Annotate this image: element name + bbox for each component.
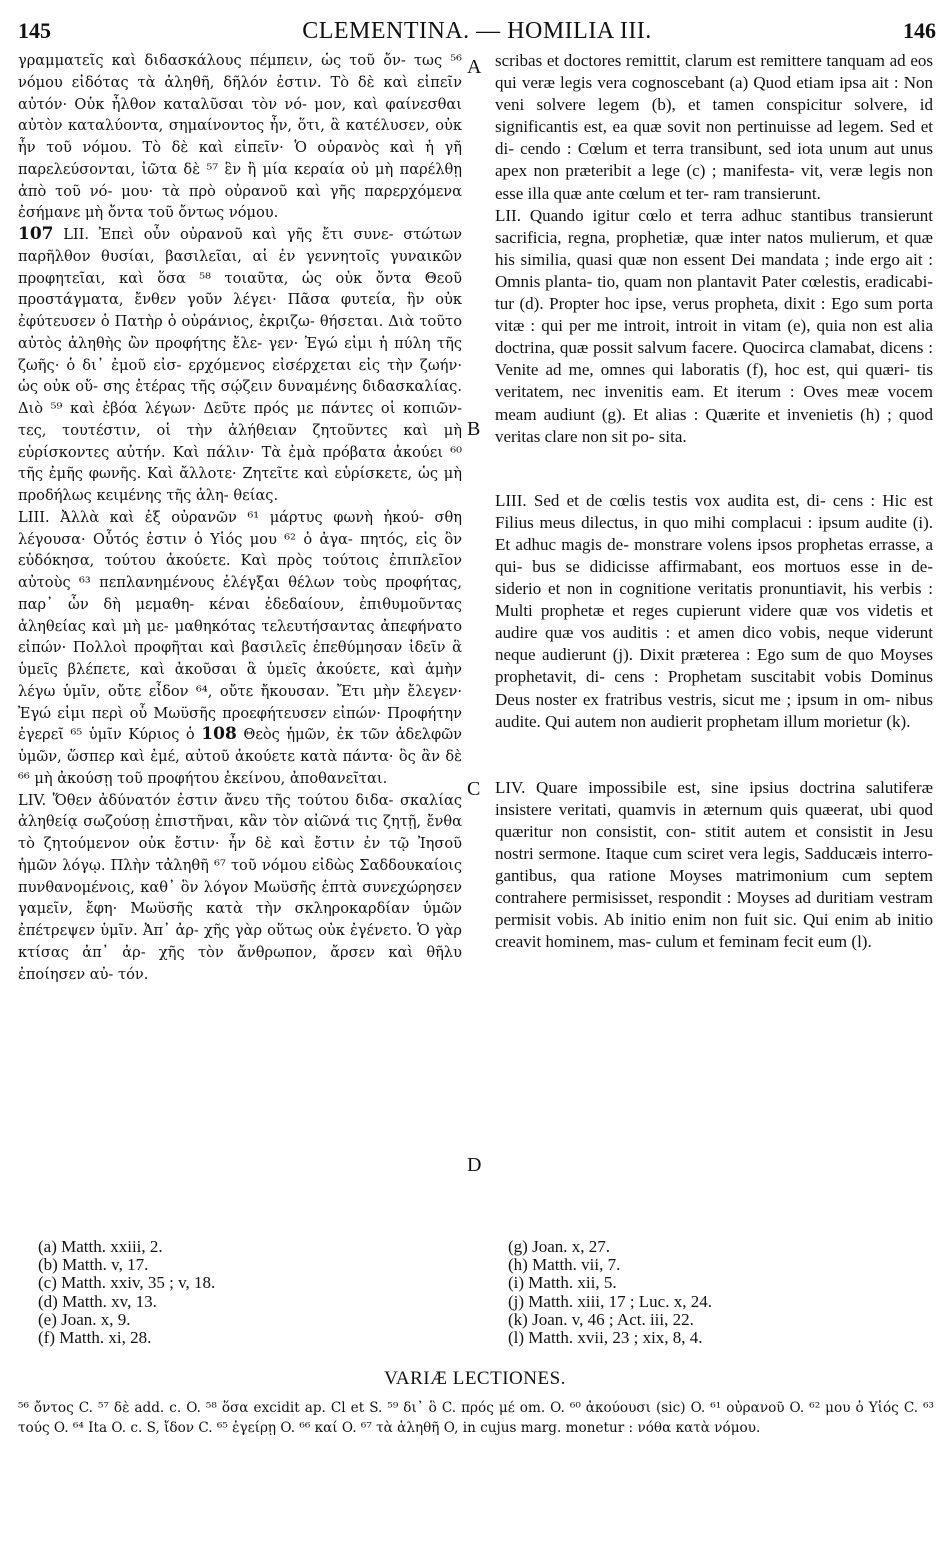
margin-number-107: 107: [18, 224, 54, 244]
footnotes-right: [508, 1238, 908, 1347]
footnote: (c) Matth. xxiv, 35 ; v, 18.: [38, 1273, 216, 1293]
running-title: CLEMENTINA. — HOMILIA III.: [302, 18, 652, 44]
greek-paragraph-liii: [18, 507, 462, 790]
footnote: (h) Matth. vii, 7.: [508, 1255, 621, 1275]
latin-paragraph-1: scribas et doctores remittit, clarum est remittere tanquam ad eos qui veræ legis vera cognoscebant (a) Quod etiam ipsa ait : Non veni solvere legem (b), et tamen conspicitur solvere, id significantis est, ea quæ sovit non pertinuisse ad legem. Sed et di- cendo : Cœlum et terra transibunt, sed iota unum aut unus apex non præteribit a lege (c) ; manifesta- vit, veræ legis non esse illa quæ ante cœlum et ter- ram transierunt.: [495, 51, 933, 203]
footnotes-left: [38, 1238, 438, 1347]
margin-letter-a: A: [467, 56, 482, 78]
latin-paragraph-liii: LIII. Sed et de cœlis testis vox audita est, di- cens : Hic est Filius meus dilectus, in quo mihi complacui : ipsum audite (i). Et adhuc magis de- monstrare volens ipsos prophetas errasse, a qui- bus se didicisse affirmabant, eos mortuos esse in de- siderio et non in cognitione veritatis pronuntiavit, his verbis : Multi prophetæ et reges cupierunt videre quæ vos videtis et audire quæ vos auditis : et amen dico vobis, neque viderunt neque audierunt (j). Dixit præterea : Ego sum de quo Moyses prophetavit, di- cens : Prophetam suscitabit vobis Dominus Deus noster ex fratribus vestris, sicut me ; ipsum in om- nibus audite. Qui autem non audierit prophetam illum morietur (k).: [495, 490, 933, 731]
footnote: (f) Matth. xi, 28.: [38, 1328, 152, 1348]
footnote: (j) Matth. xiii, 17 ; Luc. x, 24.: [508, 1291, 712, 1311]
latin-paragraph-lii: LII. Quando igitur cœlo et terra adhuc stantibus transierunt sacrificia, regna, prophetiæ, quæ inter natos mulierum, et quæ his similia, quasi quæ non essent Dei mandata ; inde ergo ait : Omnis planta- tio, quam non plantavit Pater cœlestis, eradicabi- tur (d). Propter hoc ipse, verus propheta, dixit : Ego sum porta vitæ : qui per me introit, introit in vitam (e), quia non est alia doctrina, quæ possit salvum facere. Quocirca clamabat, dicens : Venite ad me, omnes qui laboratis (f), hoc est, qui quæri- tis veritatem, nec invenitis eam. Et iterum : Oves meæ vocem meam audiunt (g). Et alias : Quærite et invenietis (h) ; quod veritas clare non sit po- sita.: [495, 205, 933, 446]
margin-number-108: 108: [201, 724, 237, 745]
greek-paragraph-1: γραμματεῖς καὶ διδασκάλους πέμπειν, ὡς τοῦ ὄν- τως ⁵⁶ νόμου εἰδότας τὰ ἀληθῆ, δῆλόν ἐστιν. Τὸ δὲ καὶ εἰπεῖν αὐτόν· Οὐκ ἦλθον καταλῦσαι τὸν νό- μον, καὶ φαίνεσθαι αὐτὸν καταλύοντα, σημαίνοντος ἦν, ὅτι, ἃ κατέλυσεν, οὐκ ἦν τοῦ νόμου. Τὸ δὲ καὶ εἰπεῖν· Ὁ οὐρανὸς καὶ ἡ γῆ παρελεύσονται, ἰῶτα δὲ ⁵⁷ ἓν ἢ μία κεραία οὐ μὴ παρέλθῃ ἀπὸ τοῦ νό- μου· τὰ πρὸ οὐρανοῦ καὶ γῆς παρερχόμενα ἐσήμανε μὴ ὄντα τοῦ ὄντως νόμου.: [18, 52, 462, 222]
page-number-right: 146: [903, 18, 936, 43]
latin-paragraph-liv: LIV. Quare impossibile est, sine ipsius doctrina salutiferæ insistere veritati, quamvis in æternum quis quæerat, ubi quod quæritur non consistit, con- stitit autem et consistit in Jesu nostri sermone. Itaque cum sciret vera legis, Sadducæis interro- gantibus, qua ratione Moyses matrimonium cum septem contrahere permisisset, respondit : Moyses ad duritiam vestram permisit vobis. Ab initio enim non fuit sic. Qui enim ab initio creavit hominem, mas- culum et feminam fecit eum (l).: [495, 777, 933, 952]
footnote: (g) Joan. x, 27.: [508, 1237, 610, 1256]
greek-paragraph-liv: LIV. Ὅθεν ἀδύνατόν ἐστιν ἄνευ τῆς τούτου διδα- σκαλίας ἀληθείᾳ σωζούσῃ ἐπιστῆναι, κἂν τὸν αἰῶνά τις ζητῇ, ἔνθα τὸ ζητούμενον οὐκ ἔστιν· ἦν δὲ καὶ ἔστιν ἐν τῷ Ἰησοῦ ἡμῶν λόγῳ. Πλὴν τἀληθῆ ⁶⁷ τοῦ νόμου εἰδὼς Σαδδουκαίοις πυνθανομένοις, καθ᾽ ὃν λόγον Μωϋσῆς ἑπτὰ συνεχώρησεν γαμεῖν, ἔφη· Μωϋσῆς κατὰ τὴν σκληροκαρδίαν ὑμῶν ἐπέτρεψεν ὑμῖν. Ἀπ᾽ ἀρ- χῆς γὰρ οὕτως οὐκ ἐγένετο. Ὁ γὰρ κτίσας ἀπ᾽ ἀρ- χῆς τὸν ἄνθρωπον, ἄρσεν καὶ θῆλυ ἐποίησεν αὐ- τόν.: [18, 791, 462, 983]
footnote: (e) Joan. x, 9.: [38, 1309, 131, 1329]
footnote: (b) Matth. v, 17.: [38, 1255, 149, 1275]
greek-paragraph-lii: [18, 224, 462, 507]
footnote: (a) Matth. xxiii, 2.: [38, 1237, 163, 1256]
page-number-left: 145: [18, 18, 51, 43]
margin-letter-b: B: [467, 418, 481, 440]
margin-letter-d: D: [467, 1154, 482, 1176]
footnote: (k) Joan. v, 46 ; Act. iii, 22.: [508, 1309, 694, 1329]
greek-liii-text: LIII. Ἀλλὰ καὶ ἐξ οὐρανῶν ⁶¹ μάρτυς φωνὴ ἠκού- σθη λέγουσα· Οὗτός ἐστιν ὁ Υἱός μου ⁶² ὁ ἀγα- πητός, εἰς ὃν εὐδόκησα, τούτου ἀκούετε. Καὶ πρὸς τούτοις ἐπιπλεῖον αὐτοὺς ⁶³ πεπλανημένους ἐλέγξαι θέλων τοὺς προφήτας, παρ᾽ ὧν δὴ μεμαθη- κέναι ἐδεδαίουν, ἐπιθυμοῦντας ἀληθείας καὶ μὴ με- μαθηκότας τελευτήσαντας ἀπεφήνατο εἰπών· Πολλοὶ προφῆται καὶ βασιλεῖς ἐπεθύμησαν ἰδεῖν ἃ ὑμεῖς βλέπετε, καὶ ἀκοῦσαι ἃ ὑμεῖς ἀκούετε, καὶ ἀμὴν λέγω ὑμῖν, οὔτε εἶδον ⁶⁴, οὔτε ἤκουσαν. Ἔτι μὴν ἔλεγεν· Ἐγώ εἰμι περὶ οὗ Μωϋσῆς προεφήτευσεν εἰπών· Προφήτην ἐγερεῖ ⁶⁵ ὑμῖν Κύριος ὁ: [18, 508, 462, 744]
footnote: (i) Matth. xii, 5.: [508, 1273, 617, 1293]
variae-lectiones-heading: VARIÆ LECTIONES.: [384, 1368, 566, 1389]
greek-liii-text-end: Θεὸς ἡμῶν, ἐκ τῶν ἀδελφῶν ὑμῶν, ὥσπερ καὶ ἐμέ, αὐτοῦ ἀκούετε κατὰ πάντα· ὃς ἂν δὲ ⁶⁶ μὴ ἀκούσῃ τοῦ προφήτου ἐκείνου, ἀποθανεῖται.: [18, 726, 463, 787]
latin-column: [495, 50, 933, 953]
footnote: (d) Matth. xv, 13.: [38, 1291, 157, 1311]
page-header: [18, 18, 936, 48]
greek-column: [18, 50, 462, 985]
greek-lii-text: LII. Ἐπεὶ οὖν οὐρανοῦ καὶ γῆς ἔτι συνε- στώτων παρῆλθον θυσίαι, βασιλεῖαι, αἱ ἐν γεννητοῖς γυναικῶν προφητεῖαι, καὶ ὅσα ⁵⁸ τοιαῦτα, ὡς οὐκ ὄντα Θεοῦ προστάγματα, ἔνθεν γοῦν λέγει· Πᾶσα φυτεία, ἣν οὐκ ἐφύτευσεν ὁ Πατὴρ ὁ οὐράνιος, ἐκριζω- θήσεται. Διὰ τοῦτο αὐτὸς ἀληθὴς ὢν προφήτης ἔλε- γεν· Ἐγώ εἰμι ἡ πύλη τῆς ζωῆς· ὁ δι᾽ ἐμοῦ εἰσ- ερχόμενος εἰσέρχεται εἰς τὴν ζωήν· ὡς οὐκ οὔ- σης ἑτέρας τῆς σῴζειν δυναμένης διδασκαλίας. Διὸ ⁵⁹ καὶ ἐβόα λέγων· Δεῦτε πρός με πάντες οἱ κοπιῶν- τες, τουτέστιν, οἱ τὴν ἀλήθειαν ζητοῦντες καὶ μὴ εὑρίσκοντες αὐτήν. Καὶ πάλιν· Τὰ ἐμὰ πρόβατα ἀκούει ⁶⁰ τῆς ἐμῆς φωνῆς. Καὶ ἄλλοτε· Ζητεῖτε καὶ εὑρίσκετε, ὡς μὴ προδήλως κειμένης τῆς ἀλη- θείας.: [18, 226, 463, 504]
margin-letter-c: C: [467, 778, 481, 800]
footnote: (l) Matth. xvii, 23 ; xix, 8, 4.: [508, 1328, 703, 1348]
variae-lectiones-text: ⁵⁶ ὄντος C. ⁵⁷ δὲ add. c. O. ⁵⁸ ὅσα excidit ap. Cl et S. ⁵⁹ δι᾽ ὃ C. πρός μέ om. O. ⁶⁰ ἀκούουσι (sic) O. ⁶¹ οὐρανοῦ O. ⁶² μου ὁ Υἱός C. ⁶³ τούς O. ⁶⁴ Ita O. c. S, ἴδον C. ⁶⁵ ἐγείρῃ O. ⁶⁶ καί O. ⁶⁷ τὰ ἀληθῆ O, in cujus marg. monetur : νόθα κατὰ νόμου.: [18, 1400, 934, 1436]
